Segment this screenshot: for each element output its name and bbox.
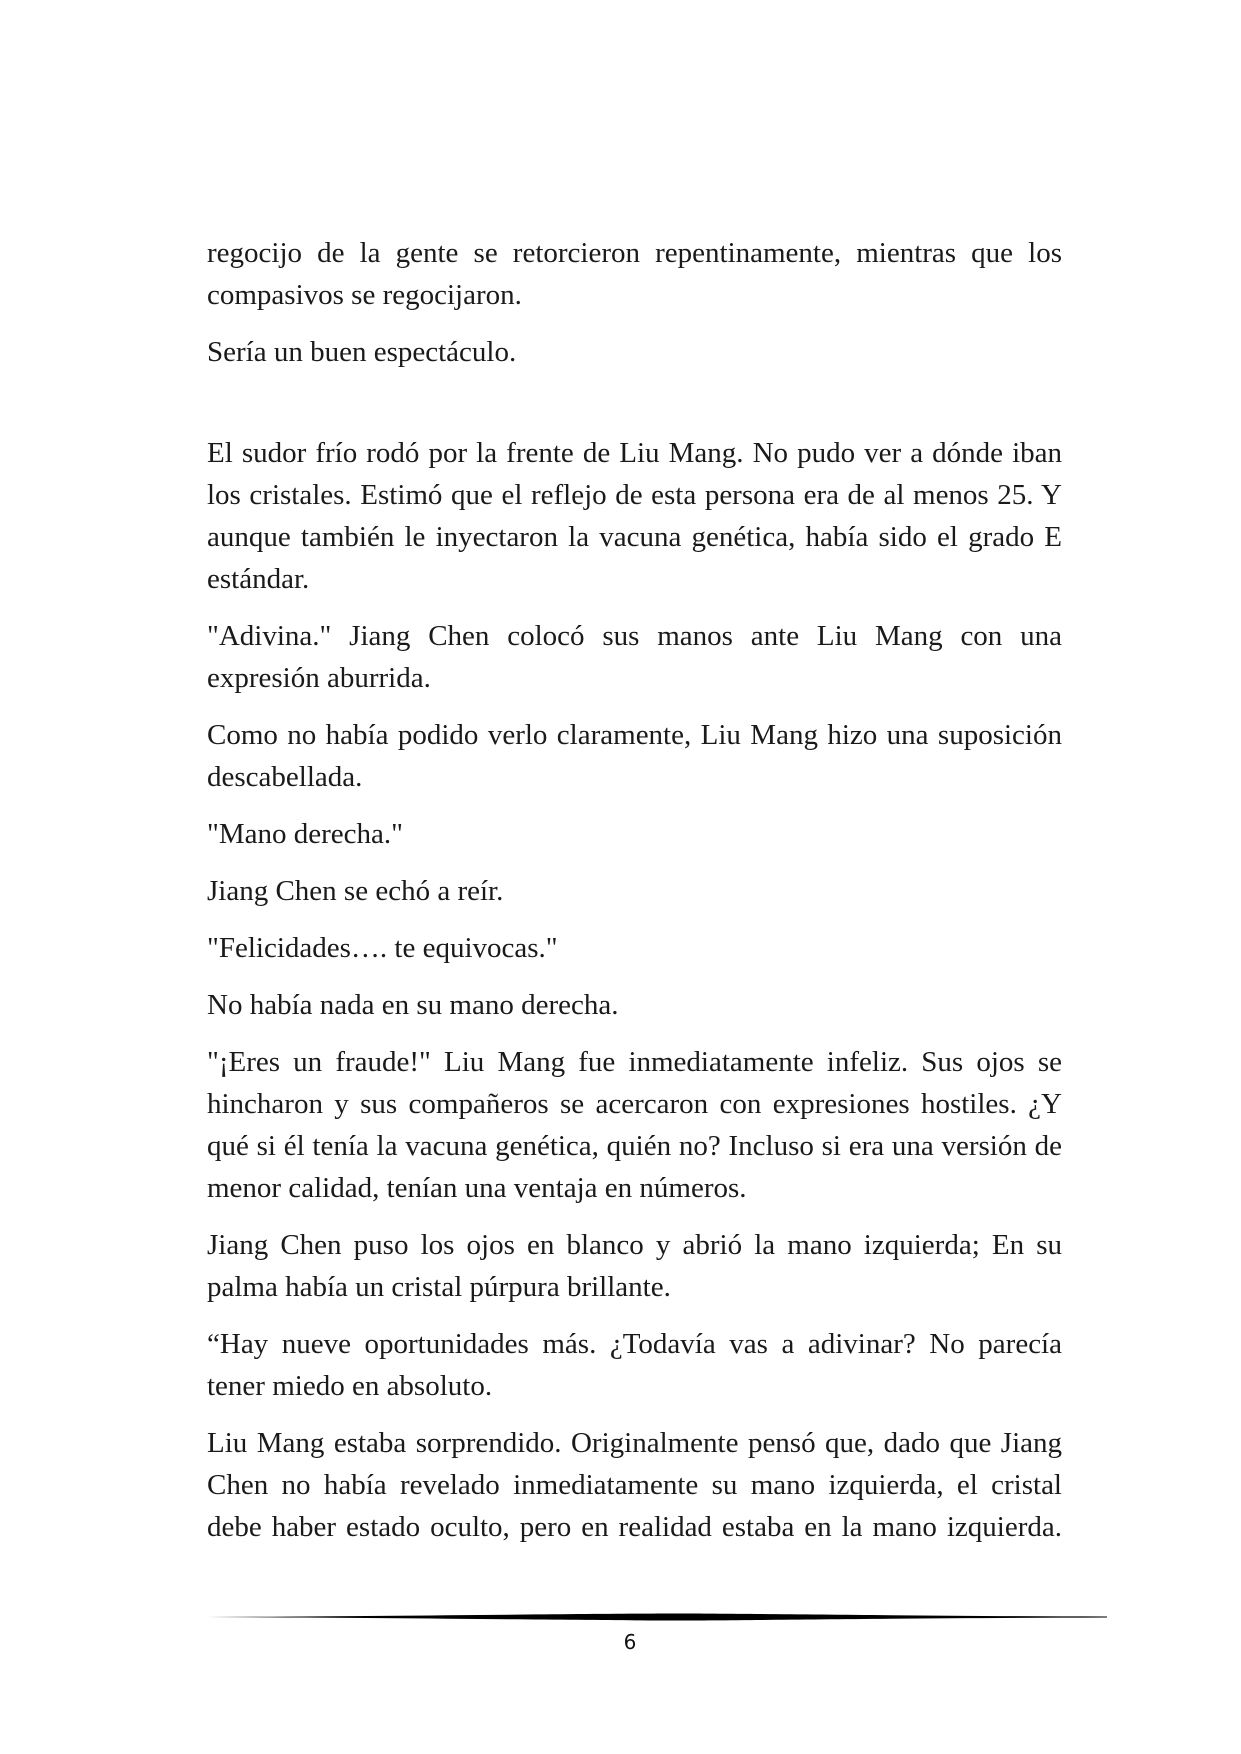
page-number: 6: [623, 1630, 637, 1654]
footer-divider: [207, 1612, 1107, 1622]
paragraph: "Mano derecha.": [207, 818, 403, 850]
paragraph: “Hay nueve oportunidades más. ¿Todavía vas a adivinar? No parecía tener miedo en absoluto.: [207, 1328, 1062, 1402]
paragraph: "Felicidades…. te equivocas.": [207, 932, 558, 964]
paragraph: El sudor frío rodó por la frente de Liu Mang. No pudo ver a dónde iban los cristales. Estimó que el reflejo de esta persona era de al menos 25. Y aunque también le inyectaron la vacuna genética, había sido el grado E estándar.: [207, 437, 1062, 595]
paragraph: regocijo de la gente se retorcieron repentinamente, mientras que los compasivos se regocijaron.: [207, 237, 1062, 311]
body-text: [207, 232, 1062, 1563]
paragraph: "Adivina." Jiang Chen colocó sus manos ante Liu Mang con una expresión aburrida.: [207, 620, 1062, 694]
paragraph: No había nada en su mano derecha.: [207, 989, 619, 1021]
section-gap: [207, 388, 1062, 432]
paragraph: Liu Mang estaba sorprendido. Originalmente pensó que, dado que Jiang Chen no había revelado inmediatamente su mano izquierda, el cristal debe haber estado oculto, pero en realidad estaba en la mano izquierda.: [207, 1427, 1062, 1543]
paragraph: "¡Eres un fraude!" Liu Mang fue inmediatamente infeliz. Sus ojos se hincharon y sus compañeros se acercaron con expresiones hostiles. ¿Y qué si él tenía la vacuna genética, quién no? Incluso si era una versión de menor calidad, tenían una ventaja en números.: [207, 1046, 1062, 1204]
paragraph: Sería un buen espectáculo.: [207, 336, 517, 368]
paragraph: Como no había podido verlo claramente, Liu Mang hizo una suposición descabellada.: [207, 719, 1062, 793]
paragraph: Jiang Chen se echó a reír.: [207, 875, 504, 907]
paragraph: Jiang Chen puso los ojos en blanco y abrió la mano izquierda; En su palma había un cristal púrpura brillante.: [207, 1229, 1062, 1303]
